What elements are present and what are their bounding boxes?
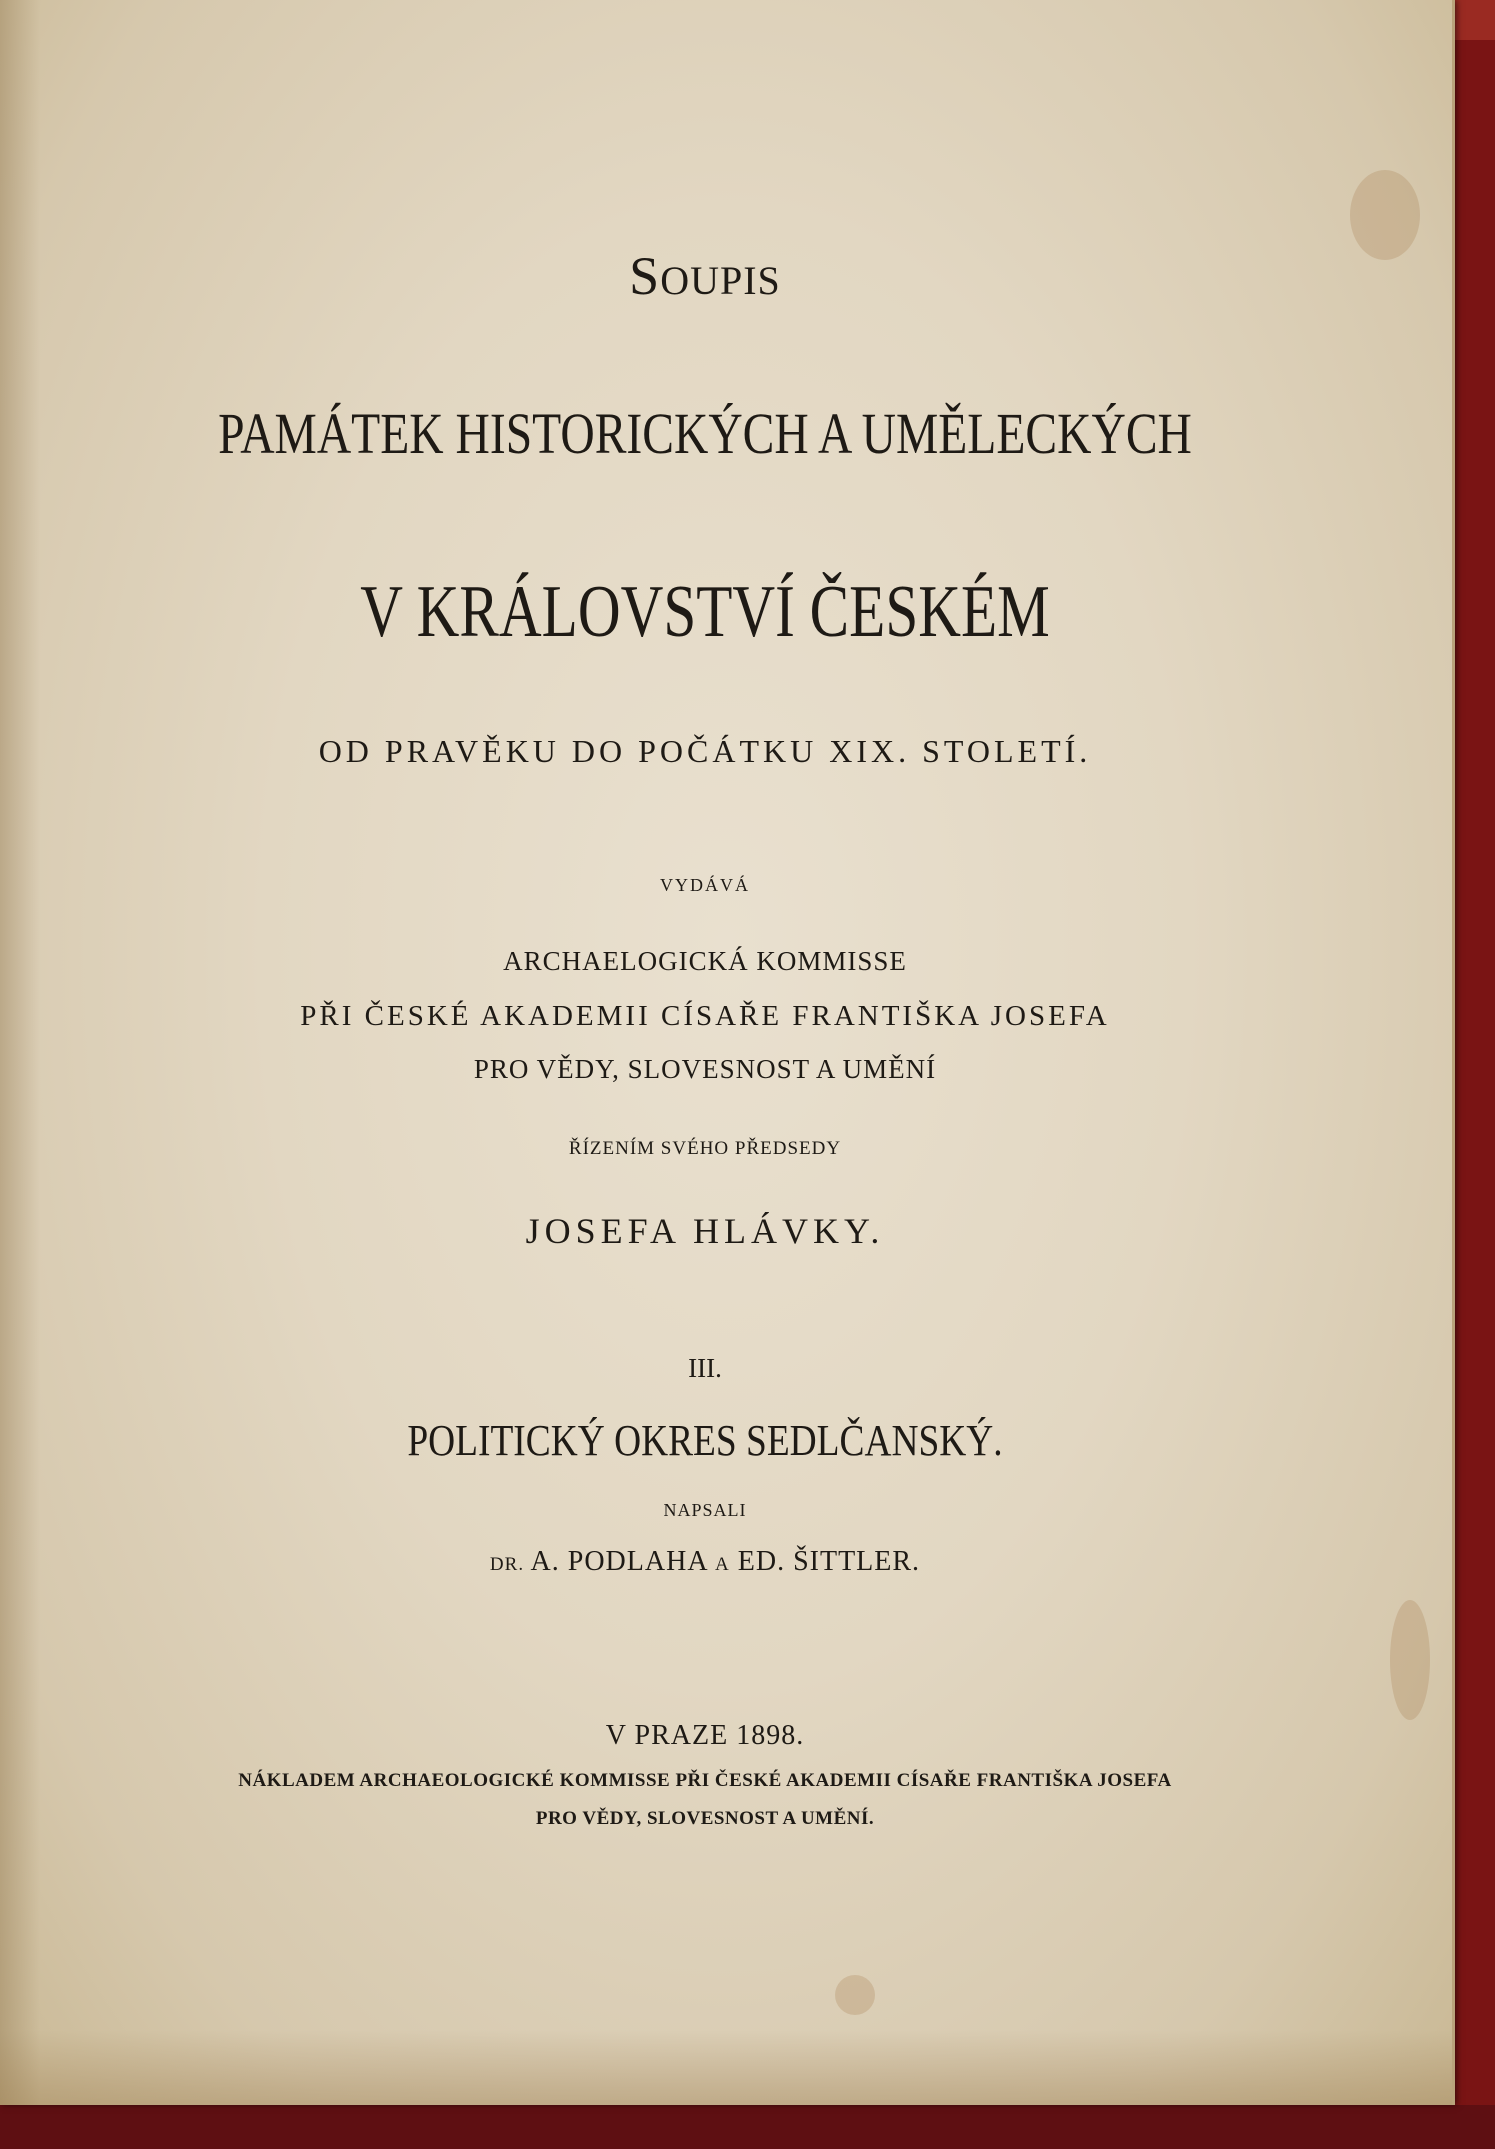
main-title-line2: V KRÁLOVSTVÍ ČESKÉM: [360, 571, 1050, 653]
publisher-line2: PŘI ČESKÉ AKADEMII CÍSAŘE FRANTIŠKA JOSEFA: [300, 1000, 1110, 1032]
publisher-line3: PRO VĚDY, SLOVESNOST A UMĚNÍ: [473, 1054, 937, 1084]
author1: A. PODLAHA: [530, 1546, 708, 1577]
publisher-intro: VYDÁVÁ: [660, 875, 750, 895]
page-bottom-shade: [0, 2030, 1452, 2105]
author1-prefix: DR.: [489, 1554, 525, 1575]
authors-joiner: A: [715, 1554, 730, 1575]
volume-number: III.: [688, 1353, 722, 1383]
direction-intro: ŘÍZENÍM SVÉHO PŘEDSEDY: [568, 1138, 842, 1159]
chairman-name: JOSEFA HLÁVKY.: [525, 1211, 885, 1251]
authors-intro: NAPSALI: [663, 1500, 747, 1520]
place-year: V PRAZE 1898.: [605, 1720, 805, 1751]
backdrop-bottom: [0, 2105, 1495, 2149]
volume-title: POLITICKÝ OKRES SEDLČANSKÝ.: [407, 1416, 1003, 1465]
main-title-line1: PAMÁTEK HISTORICKÝCH A UMĚLECKÝCH: [218, 401, 1192, 466]
subtitle: OD PRAVĚKU DO POČÁTKU XIX. STOLETÍ.: [318, 733, 1092, 769]
imprint-line1: NÁKLADEM ARCHAEOLOGICKÉ KOMMISSE PŘI ČESKÉ AKADEMII CÍSAŘE FRANTIŠKA JOSEFA: [238, 1770, 1172, 1791]
authors: [0, 1546, 1410, 1578]
imprint-line2: PRO VĚDY, SLOVESNOST A UMĚNÍ.: [535, 1808, 875, 1829]
series-title: SOUPIS: [629, 246, 781, 306]
paper-stain: [835, 1975, 875, 2015]
author2: ED. ŠITTLER.: [737, 1546, 921, 1577]
paper-stain: [1390, 1600, 1430, 1720]
publisher-line1: ARCHAELOGICKÁ KOMMISSE: [503, 946, 907, 976]
